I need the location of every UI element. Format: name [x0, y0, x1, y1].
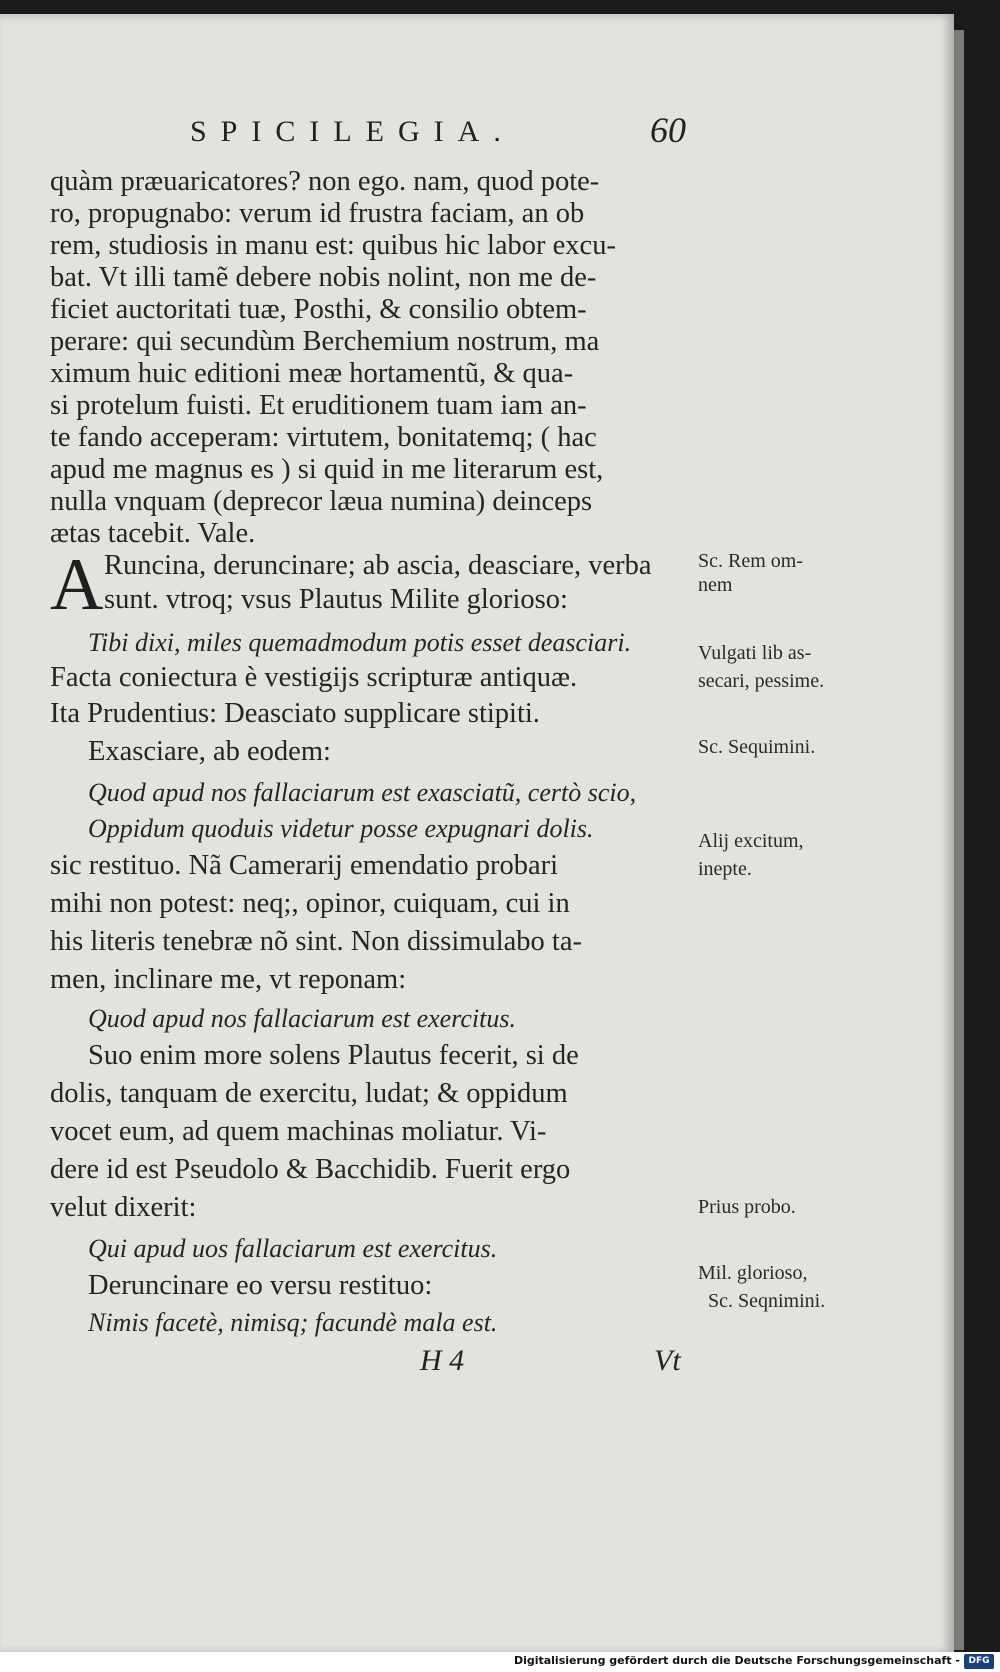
text-line: Exasciare, ab eodem: [88, 736, 331, 767]
drop-capital: A [50, 544, 104, 626]
text-line: ficiet auctoritati tuæ, Posthi, & consilio obtem- [50, 294, 587, 325]
margin-note: inepte. [698, 858, 752, 880]
margin-note: Mil. glorioso, [698, 1262, 808, 1284]
verse-line: Quod apud nos fallaciarum est exercitus. [88, 1004, 516, 1033]
catchword: Vt [654, 1344, 681, 1377]
book-page [0, 14, 954, 1654]
text-line: velut dixerit: [50, 1192, 197, 1223]
verse-line: Quod apud nos fallaciarum est exasciatũ, certò scio, [88, 778, 637, 807]
text-line: rem, studiosis in manu est: quibus hic labor excu- [50, 230, 616, 261]
text-line: mihi non potest: neq;, opinor, cuiquam, cui in [50, 888, 570, 919]
margin-note: Alij excitum, [698, 830, 804, 852]
text-line: nulla vnquam (deprecor læua numina) deinceps [50, 486, 593, 517]
text-line: vocet eum, ad quem machinas moliatur. Vi- [50, 1116, 547, 1147]
page-edge-shadow [954, 30, 964, 1650]
text-line: si protelum fuisti. Et eruditionem tuam iam an- [50, 390, 587, 421]
running-head [190, 109, 690, 153]
text-line: Deruncinare eo versu restituo: [88, 1270, 433, 1301]
verse-line: Tibi dixi, miles quemadmodum potis esset deasciari. [88, 628, 632, 657]
text-line: Facta coniectura è vestigijs scripturæ antiquæ. [50, 662, 578, 693]
text-line: Runcina, deruncinare; ab ascia, deasciare, verba [104, 550, 652, 581]
text-line: ximum huic editioni meæ hortamentũ, & qua- [50, 358, 574, 389]
margin-note: Vulgati lib as- [698, 642, 812, 664]
text-line: apud me magnus es ) si quid in me literarum est, [50, 454, 604, 485]
margin-note: secari, pessime. [698, 670, 825, 692]
signature-mark: H 4 [420, 1344, 465, 1377]
text-line: bat. Vt illi tamẽ debere nobis nolint, non me de- [50, 262, 597, 293]
digitization-footer [0, 1652, 1000, 1672]
text-line: sic restituo. Nã Camerarij emendatio probari [50, 850, 559, 881]
margin-note: Sc. Seqnimini. [708, 1290, 826, 1312]
dfg-logo-icon: DFG [964, 1654, 994, 1669]
text-line: quàm præuaricatores? non ego. nam, quod pote- [50, 166, 600, 197]
running-title: SPICILEGIA. [190, 115, 515, 148]
verse-line: Qui apud uos fallaciarum est exercitus. [88, 1234, 498, 1263]
text-line: sunt. vtroq; vsus Plautus Milite glorioso: [104, 584, 568, 615]
page-number: 60 [650, 110, 686, 150]
margin-note: Sc. Rem om- [698, 550, 803, 572]
margin-note: Sc. Sequimini. [698, 736, 816, 758]
text-line: perare: qui secundùm Berchemium nostrum, ma [50, 326, 600, 357]
verse-line: Oppidum quoduis videtur posse expugnari dolis. [88, 814, 594, 843]
text-line: dere id est Pseudolo & Bacchidib. Fuerit ergo [50, 1154, 571, 1185]
verse-line: Nimis facetè, nimisq; facundè mala est. [88, 1308, 498, 1337]
text-line: Suo enim more solens Plautus fecerit, si de [88, 1040, 579, 1071]
text-line: men, inclinare me, vt reponam: [50, 964, 407, 995]
text-line: his literis tenebræ nõ sint. Non dissimulabo ta- [50, 926, 582, 957]
text-line: dolis, tanquam de exercitu, ludat; & oppidum [50, 1078, 568, 1109]
text-line: Ita Prudentius: Deasciato supplicare stipiti. [50, 698, 540, 729]
text-line: ætas tacebit. Vale. [50, 518, 256, 549]
footer-credit-text: Digitalisierung gefördert durch die Deutsche Forschungsgemeinschaft - [513, 1654, 960, 1667]
text-line: ro, propugnabo: verum id frustra faciam, an ob [50, 198, 585, 229]
margin-note: nem [698, 574, 733, 596]
margin-note: Prius probo. [698, 1196, 796, 1218]
text-line: te fando acceperam: virtutem, bonitatemq; ( hac [50, 422, 597, 453]
